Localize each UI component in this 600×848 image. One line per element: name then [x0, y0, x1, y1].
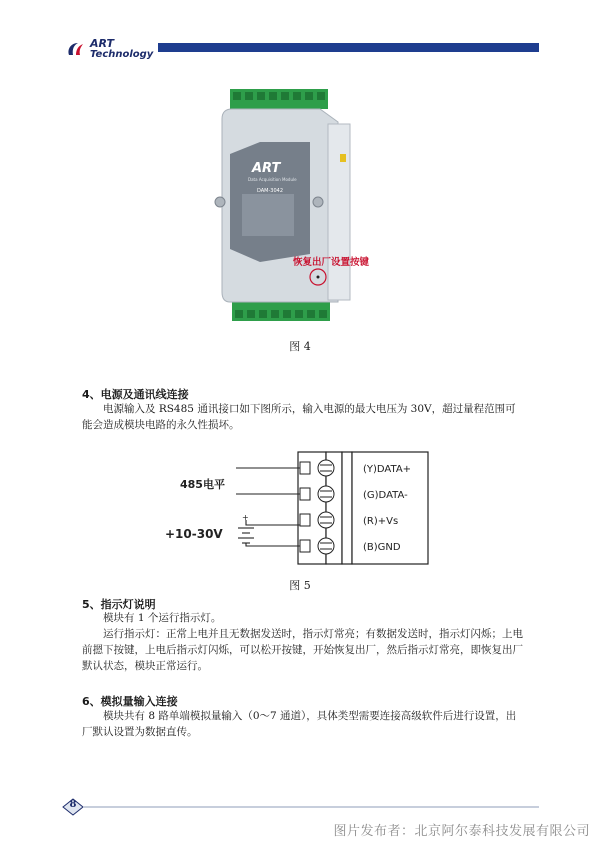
art-logo-icon — [66, 41, 88, 57]
device-subtitle: Data Acquisition Module — [248, 177, 297, 182]
section6-title: 6、模拟量输入连接 — [82, 695, 178, 708]
section5-paragraph2: 运行指示灯：正常上电并且无数据发送时，指示灯常亮；有数据发送时，指示灯闪烁；上电前摁下按键，上电后指示灯闪烁，可以松开按键，开始恢复出厂，然后指示灯常亮，即恢复出厂默认状态，模块正常运行。 — [82, 628, 523, 672]
section4-paragraph: 电源输入及 RS485 通讯接口如下图所示，输入电源的最大电压为 30V，超过量程范围可能会造成模块电路的永久性损坏。 — [82, 403, 516, 431]
footer-line — [84, 806, 539, 808]
header-bar — [158, 43, 539, 52]
logo-line2: Technology — [90, 49, 154, 60]
pin-data-plus: (Y)DATA+ — [363, 464, 412, 475]
pin-vs: (R)+Vs — [363, 516, 399, 527]
reset-button-callout: 恢复出厂设置按键 — [293, 257, 370, 268]
section4-body — [82, 401, 526, 433]
pin-gnd: (B)GND — [363, 542, 401, 553]
section6-paragraph: 模块共有 8 路单端模拟量输入（0～7 通道），具体类型需要连接高级软件后进行设置，出厂默认设置为数据直传。 — [82, 710, 517, 738]
section5-title: 5、指示灯说明 — [82, 598, 156, 611]
wiring-diagram — [160, 450, 430, 575]
rs485-label: 485电平 — [180, 478, 225, 491]
section6-body — [82, 708, 526, 740]
publisher-watermark: 图片发布者：北京阿尔泰科技发展有限公司 — [333, 824, 590, 839]
device-brand: ART — [252, 161, 281, 176]
section4-title: 4、电源及通讯线连接 — [82, 388, 189, 401]
section5-body — [82, 610, 526, 674]
voltage-label: +10-30V — [165, 527, 223, 541]
company-logo-text — [90, 38, 153, 60]
pin-data-minus: (G)DATA- — [363, 490, 408, 501]
figure4-caption: 图 4 — [289, 340, 311, 353]
logo-line1: ART — [90, 37, 114, 50]
page-number: 8 — [69, 799, 77, 810]
plus-sign: + — [242, 513, 249, 522]
device-model: DAM-3042 — [257, 188, 284, 194]
device-photo — [200, 84, 400, 334]
section5-paragraph1: 模块有 1 个运行指示灯。 — [103, 612, 222, 624]
figure5-caption: 图 5 — [289, 579, 311, 592]
